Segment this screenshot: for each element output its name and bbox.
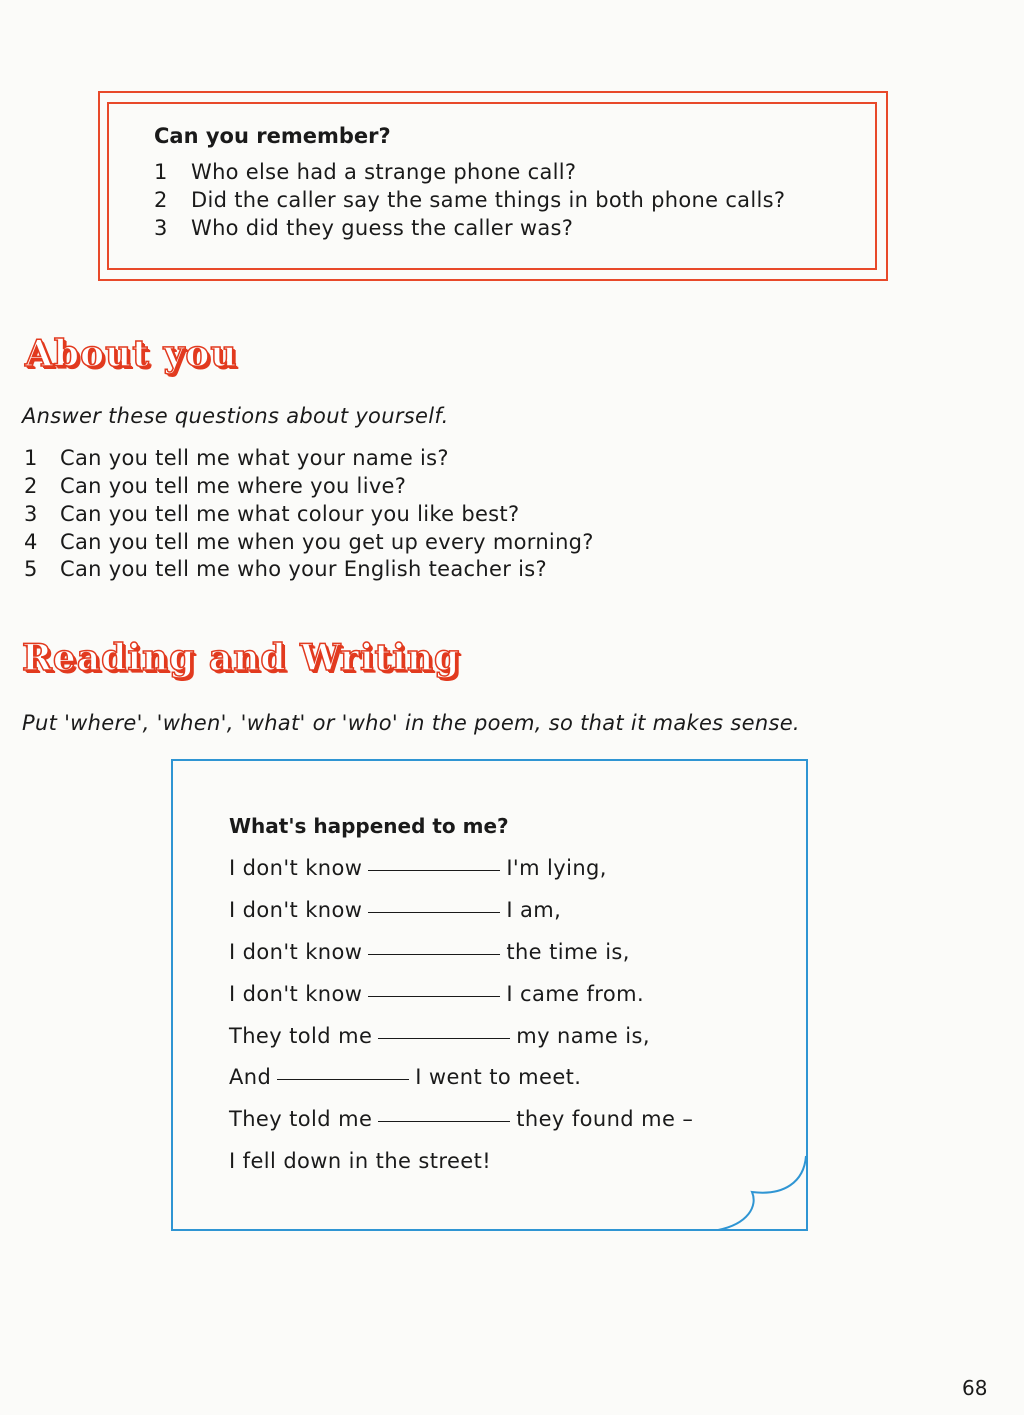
poem-line-start: I don't know bbox=[229, 940, 363, 964]
about-question bbox=[24, 474, 406, 498]
question-text: Who else had a strange phone call? bbox=[191, 160, 577, 184]
question-text: Can you tell me when you get up every morning? bbox=[60, 530, 594, 554]
about-question bbox=[24, 502, 519, 526]
answer-blank[interactable] bbox=[378, 1037, 510, 1039]
question-number: 2 bbox=[24, 474, 38, 498]
poem-line-start: They told me bbox=[229, 1024, 373, 1048]
answer-blank[interactable] bbox=[378, 1120, 510, 1122]
reading-writing-heading: Reading and Writing bbox=[22, 637, 461, 679]
question-number: 3 bbox=[24, 502, 38, 526]
poem-line bbox=[229, 898, 561, 922]
answer-blank[interactable] bbox=[368, 995, 500, 997]
remember-question bbox=[154, 216, 573, 240]
remember-question bbox=[154, 188, 785, 212]
poem-line-end: my name is, bbox=[516, 1024, 650, 1048]
reading-instruction bbox=[22, 711, 800, 735]
poem-line bbox=[229, 982, 644, 1006]
about-question bbox=[24, 530, 594, 554]
question-text: Did the caller say the same things in both phone calls? bbox=[191, 188, 786, 212]
poem-line bbox=[229, 1024, 650, 1048]
poem-line-end: they found me – bbox=[516, 1107, 694, 1131]
poem-title: What's happened to me? bbox=[229, 814, 509, 838]
poem-line-end: I am, bbox=[506, 898, 562, 922]
answer-blank[interactable] bbox=[368, 953, 500, 955]
answer-blank[interactable] bbox=[277, 1078, 409, 1080]
poem-line-start: I fell down in the street! bbox=[229, 1149, 492, 1173]
question-number: 5 bbox=[24, 557, 38, 581]
question-text: Can you tell me where you live? bbox=[60, 474, 407, 498]
about-instruction: Answer these questions about yourself. bbox=[22, 404, 449, 428]
question-text: Can you tell me who your English teacher is? bbox=[60, 557, 547, 581]
remember-title: Can you remember? bbox=[154, 124, 391, 148]
question-number: 3 bbox=[154, 216, 168, 240]
question-number: 4 bbox=[24, 530, 38, 554]
poem-line-end: I came from. bbox=[506, 982, 645, 1006]
instruction-part: Put 'where', 'when', 'what' bbox=[22, 711, 313, 735]
poem-line-end: the time is, bbox=[506, 940, 630, 964]
answer-blank[interactable] bbox=[368, 869, 500, 871]
poem-line bbox=[229, 1149, 491, 1173]
poem-line-start: I don't know bbox=[229, 856, 363, 880]
question-text: Can you tell me what your name is? bbox=[60, 446, 449, 470]
about-you-heading: About you bbox=[25, 333, 238, 375]
poem-line bbox=[229, 1065, 581, 1089]
instruction-or: or bbox=[312, 711, 335, 735]
poem-line-start: I don't know bbox=[229, 982, 363, 1006]
about-question bbox=[24, 557, 547, 581]
poem-line-start: They told me bbox=[229, 1107, 373, 1131]
poem-line bbox=[229, 856, 607, 880]
poem-line-end: I went to meet. bbox=[415, 1065, 582, 1089]
question-text: Who did they guess the caller was? bbox=[191, 216, 574, 240]
poem-line bbox=[229, 940, 630, 964]
about-question bbox=[24, 446, 449, 470]
instruction-part: 'who' in the poem, so that it makes sense. bbox=[334, 711, 800, 735]
poem-line-start: I don't know bbox=[229, 898, 363, 922]
poem-line bbox=[229, 1107, 693, 1131]
remember-question bbox=[154, 160, 576, 184]
question-text: Can you tell me what colour you like best? bbox=[60, 502, 520, 526]
remember-box bbox=[98, 91, 888, 281]
question-number: 2 bbox=[154, 188, 168, 212]
poem-line-end: I'm lying, bbox=[506, 856, 607, 880]
page-curl-icon bbox=[718, 1154, 810, 1234]
question-number: 1 bbox=[24, 446, 38, 470]
answer-blank[interactable] bbox=[368, 911, 500, 913]
question-number: 1 bbox=[154, 160, 168, 184]
poem-line-start: And bbox=[229, 1065, 272, 1089]
page-number: 68 bbox=[962, 1376, 988, 1400]
